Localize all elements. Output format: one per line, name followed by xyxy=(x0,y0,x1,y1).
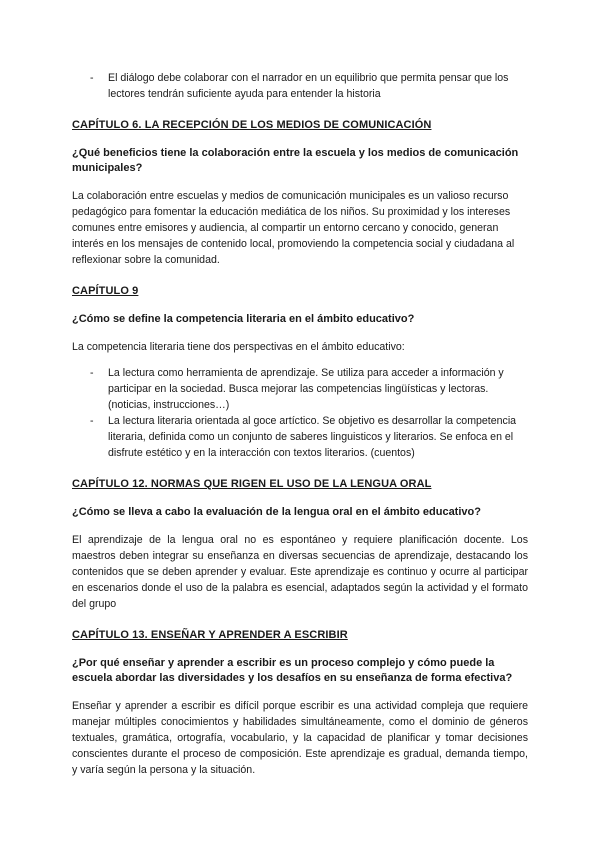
chapter-13-question: ¿Por qué enseñar y aprender a escribir es un proceso complejo y cómo puede la escuela abordar las diversidades y los desafíos en su enseñanza de forma efectiva? xyxy=(72,657,513,684)
chapter-13-heading: CAPÍTULO 13. ENSEÑAR Y APRENDER A ESCRIBIR xyxy=(72,629,348,641)
list-item xyxy=(72,365,528,413)
chapter-12-heading: CAPÍTULO 12. NORMAS QUE RIGEN EL USO DE LA LENGUA ORAL xyxy=(72,478,432,490)
top-bullet-text: El diálogo debe colaborar con el narrador en un equilibrio que permita pensar que los lectores tendrán suficiente ayuda para entender la historia xyxy=(108,72,509,100)
chapter-12-question: ¿Cómo se lleva a cabo la evaluación de la lengua oral en el ámbito educativo? xyxy=(72,506,481,518)
chapter-9-heading: CAPÍTULO 9 xyxy=(72,285,139,297)
chapter-12-answer: El aprendizaje de la lengua oral no es espontáneo y requiere planificación docente. Los maestros deben integrar su enseñanza en diversas secuencias de aprendizaje, destacando los contenidos que se deben aprender y evaluar. Este aprendizaje es continuo y ocurre al participar en escenarios donde el uso de la palabra es esencial, adaptados según la actividad y el formato del grupo xyxy=(72,534,528,610)
chapter-6-question: ¿Qué beneficios tiene la colaboración entre la escuela y los medios de comunicación municipales? xyxy=(72,147,519,174)
chapter-9-question: ¿Cómo se define la competencia literaria en el ámbito educativo? xyxy=(72,313,415,325)
list-item xyxy=(72,413,528,461)
chapter-6-heading: CAPÍTULO 6. LA RECEPCIÓN DE LOS MEDIOS DE COMUNICACIÓN xyxy=(72,119,432,131)
top-bullet xyxy=(72,70,528,102)
chapter-9-list xyxy=(72,365,528,461)
bullet-dash: - xyxy=(90,72,94,84)
bullet-dash: - xyxy=(90,367,94,379)
chapter-9-answer: La competencia literaria tiene dos perspectivas en el ámbito educativo: xyxy=(72,341,405,353)
list-item-text: La lectura literaria orientada al goce artíctico. Se objetivo es desarrollar la competencia literaria, definida como un conjunto de saberes linguisticos y literarios. Se enfoca en el disfrute estético y en la interacción con textos literarios. (cuentos) xyxy=(108,415,517,459)
chapter-6-answer: La colaboración entre escuelas y medios de comunicación municipales es un valioso recurso pedagógico para fomentar la educación mediática de los niños. Su proximidad y los intereses comunes entre emisores y audiencia, al compartir un entorno cercano y conocido, generan interés en los mensajes de contenido local, promoviendo la competencia social y ciudadana al reflexionar sobre la comunidad. xyxy=(72,190,515,266)
bullet-dash: - xyxy=(90,415,94,427)
chapter-13-answer: Enseñar y aprender a escribir es difícil porque escribir es una actividad compleja que requiere manejar múltiples conocimientos y habilidades simultáneamente, como el dominio de géneros textuales, gramática, ortografía, vocabulario, y la capacidad de planificar y tomar decisiones conscientes durante el proceso de composición. Este aprendizaje es gradual, demanda tiempo, y varía según la persona y la situación. xyxy=(72,700,528,776)
list-item-text: La lectura como herramienta de aprendizaje. Se utiliza para acceder a información y participar en la sociedad. Busca mejorar las competencias lingüísticas y lectoras. (noticias, instrucciones…) xyxy=(108,367,504,411)
document-page xyxy=(72,70,528,778)
